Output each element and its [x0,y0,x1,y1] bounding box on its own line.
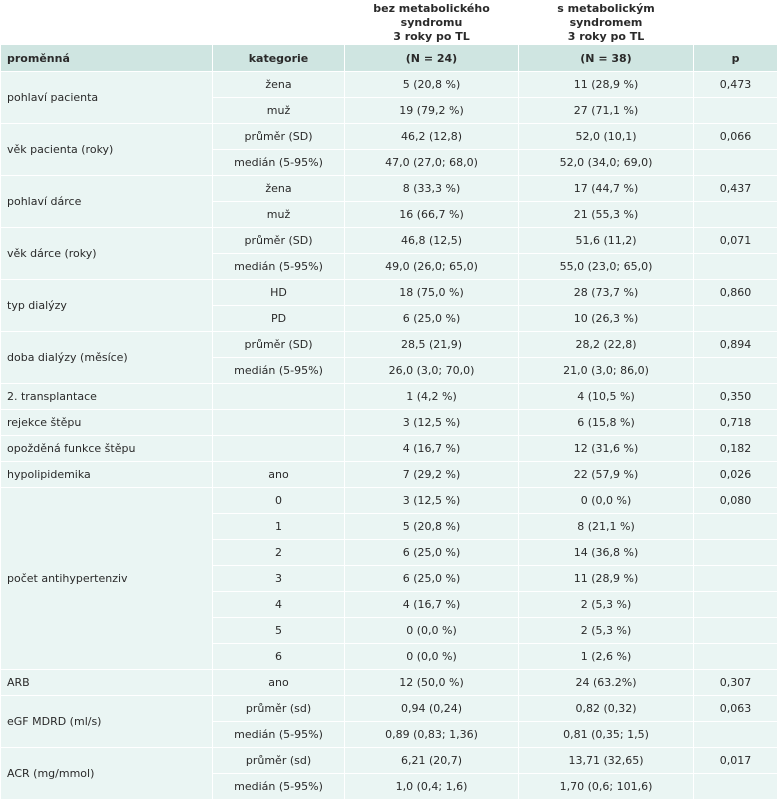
group1-header [345,1,519,45]
p-value-cell: 0,307 [694,670,777,696]
group2-value-cell: 55,0 (23,0; 65,0) [519,254,694,280]
p-value-cell [694,358,777,384]
variable-cell: počet antihypertenziv [1,488,213,670]
group1-value-cell: 46,2 (12,8) [345,124,519,150]
p-value-cell [694,774,777,800]
category-cell: 3 [213,566,345,592]
category-cell: ano [213,670,345,696]
group2-value-cell: 0,82 (0,32) [519,696,694,722]
col-n2: (N = 38) [519,45,694,72]
group2-value-cell: 1 (2,6 %) [519,644,694,670]
category-cell: průměr (SD) [213,228,345,254]
group1-value-cell: 1 (4,2 %) [345,384,519,410]
group1-value-cell: 0 (0,0 %) [345,644,519,670]
group2-value-cell: 28 (73,7 %) [519,280,694,306]
variable-cell: ACR (mg/mmol) [1,748,213,800]
group1-value-cell: 4 (16,7 %) [345,436,519,462]
category-cell: PD [213,306,345,332]
p-value-cell [694,150,777,176]
category-cell: žena [213,176,345,202]
group1-value-cell: 26,0 (3,0; 70,0) [345,358,519,384]
p-value-cell [694,644,777,670]
column-header-row [1,45,777,72]
category-cell: 4 [213,592,345,618]
group2-value-cell: 0 (0,0 %) [519,488,694,514]
group-header-row [1,1,777,45]
category-cell [213,384,345,410]
group2-value-cell: 22 (57,9 %) [519,462,694,488]
col-category: kategorie [213,45,345,72]
category-cell: 5 [213,618,345,644]
table-row [1,670,777,696]
group1-value-cell: 0 (0,0 %) [345,618,519,644]
group2-value-cell: 12 (31,6 %) [519,436,694,462]
group2-value-cell: 51,6 (11,2) [519,228,694,254]
group2-value-cell: 0,81 (0,35; 1,5) [519,722,694,748]
group2-value-cell: 11 (28,9 %) [519,72,694,98]
category-cell: medián (5-95%) [213,150,345,176]
category-cell: ano [213,462,345,488]
table-row [1,488,777,514]
p-value-cell [694,306,777,332]
p-value-cell: 0,894 [694,332,777,358]
col-p: p [694,45,777,72]
header-blank-cell [213,1,345,45]
table-row [1,72,777,98]
group1-value-cell: 47,0 (27,0; 68,0) [345,150,519,176]
variable-cell: doba dialýzy (měsíce) [1,332,213,384]
variable-cell: eGF MDRD (ml/s) [1,696,213,748]
p-value-cell: 0,182 [694,436,777,462]
group1-value-cell: 0,89 (0,83; 1,36) [345,722,519,748]
p-value-cell: 0,350 [694,384,777,410]
group2-value-cell: 13,71 (32,65) [519,748,694,774]
table-row [1,228,777,254]
p-value-cell: 0,473 [694,72,777,98]
group1-value-cell: 5 (20,8 %) [345,72,519,98]
category-cell: 2 [213,540,345,566]
category-cell: 6 [213,644,345,670]
category-cell: medián (5-95%) [213,254,345,280]
group1-header-line2: 3 roky po TL [393,29,470,43]
group1-value-cell: 3 (12,5 %) [345,488,519,514]
p-value-cell [694,618,777,644]
group2-value-cell: 17 (44,7 %) [519,176,694,202]
p-value-cell [694,202,777,228]
group1-value-cell: 0,94 (0,24) [345,696,519,722]
group2-value-cell: 21 (55,3 %) [519,202,694,228]
group1-value-cell: 18 (75,0 %) [345,280,519,306]
group2-header-line1: s metabolickým syndromem [557,1,655,29]
group1-value-cell: 28,5 (21,9) [345,332,519,358]
group1-value-cell: 4 (16,7 %) [345,592,519,618]
p-value-cell: 0,437 [694,176,777,202]
variable-cell: hypolipidemika [1,462,213,488]
group1-value-cell: 6 (25,0 %) [345,566,519,592]
category-cell: průměr (SD) [213,332,345,358]
group2-value-cell: 14 (36,8 %) [519,540,694,566]
table-row [1,280,777,306]
group1-value-cell: 46,8 (12,5) [345,228,519,254]
category-cell [213,436,345,462]
table-row [1,748,777,774]
p-value-cell: 0,860 [694,280,777,306]
p-value-cell: 0,017 [694,748,777,774]
group1-value-cell: 12 (50,0 %) [345,670,519,696]
variable-cell: pohlaví pacienta [1,72,213,124]
group1-value-cell: 7 (29,2 %) [345,462,519,488]
group2-value-cell: 27 (71,1 %) [519,98,694,124]
variable-cell: rejekce štěpu [1,410,213,436]
col-variable: proměnná [1,45,213,72]
group2-value-cell: 8 (21,1 %) [519,514,694,540]
group2-value-cell: 52,0 (34,0; 69,0) [519,150,694,176]
group2-value-cell: 4 (10,5 %) [519,384,694,410]
group2-header [519,1,694,45]
group1-value-cell: 8 (33,3 %) [345,176,519,202]
category-cell: průměr (SD) [213,124,345,150]
p-value-cell [694,254,777,280]
p-value-cell: 0,080 [694,488,777,514]
group2-value-cell: 6 (15,8 %) [519,410,694,436]
table-row [1,436,777,462]
variable-cell: věk pacienta (roky) [1,124,213,176]
category-cell: muž [213,98,345,124]
p-value-cell [694,722,777,748]
group1-value-cell: 6 (25,0 %) [345,540,519,566]
table-row [1,176,777,202]
group2-value-cell: 2 (5,3 %) [519,592,694,618]
p-value-cell: 0,063 [694,696,777,722]
p-value-cell [694,592,777,618]
category-cell: muž [213,202,345,228]
group2-value-cell: 28,2 (22,8) [519,332,694,358]
table-row [1,332,777,358]
category-cell: 1 [213,514,345,540]
table-body [1,72,777,800]
p-value-cell: 0,026 [694,462,777,488]
table-row [1,696,777,722]
p-value-cell [694,540,777,566]
table-row [1,410,777,436]
table-row [1,384,777,410]
p-value-cell: 0,071 [694,228,777,254]
col-n1: (N = 24) [345,45,519,72]
category-cell: průměr (sd) [213,696,345,722]
p-value-cell [694,98,777,124]
category-cell [213,410,345,436]
variable-cell: opožděná funkce štěpu [1,436,213,462]
group2-value-cell: 2 (5,3 %) [519,618,694,644]
category-cell: HD [213,280,345,306]
p-value-cell [694,566,777,592]
category-cell: medián (5-95%) [213,722,345,748]
p-value-cell [694,514,777,540]
category-cell: medián (5-95%) [213,774,345,800]
table-row [1,462,777,488]
p-value-cell: 0,066 [694,124,777,150]
group2-value-cell: 11 (28,9 %) [519,566,694,592]
group2-value-cell: 21,0 (3,0; 86,0) [519,358,694,384]
group2-header-line2: 3 roky po TL [567,29,645,43]
group1-value-cell: 49,0 (26,0; 65,0) [345,254,519,280]
group1-value-cell: 16 (66,7 %) [345,202,519,228]
category-cell: průměr (sd) [213,748,345,774]
p-value-cell: 0,718 [694,410,777,436]
group1-value-cell: 19 (79,2 %) [345,98,519,124]
group1-value-cell: 5 (20,8 %) [345,514,519,540]
group2-value-cell: 52,0 (10,1) [519,124,694,150]
table-row [1,124,777,150]
group1-value-cell: 1,0 (0,4; 1,6) [345,774,519,800]
variable-cell: pohlaví dárce [1,176,213,228]
group2-value-cell: 1,70 (0,6; 101,6) [519,774,694,800]
group1-value-cell: 3 (12,5 %) [345,410,519,436]
group1-value-cell: 6 (25,0 %) [345,306,519,332]
category-cell: 0 [213,488,345,514]
category-cell: medián (5-95%) [213,358,345,384]
variable-cell: typ dialýzy [1,280,213,332]
group1-header-line1: bez metabolického syndromu [373,1,490,29]
group2-value-cell: 10 (26,3 %) [519,306,694,332]
variable-cell: věk dárce (roky) [1,228,213,280]
variable-cell: 2. transplantace [1,384,213,410]
group2-value-cell: 24 (63.2%) [519,670,694,696]
category-cell: žena [213,72,345,98]
variable-cell: ARB [1,670,213,696]
header-blank-cell [694,1,777,45]
group1-value-cell: 6,21 (20,7) [345,748,519,774]
header-blank-cell [1,1,213,45]
